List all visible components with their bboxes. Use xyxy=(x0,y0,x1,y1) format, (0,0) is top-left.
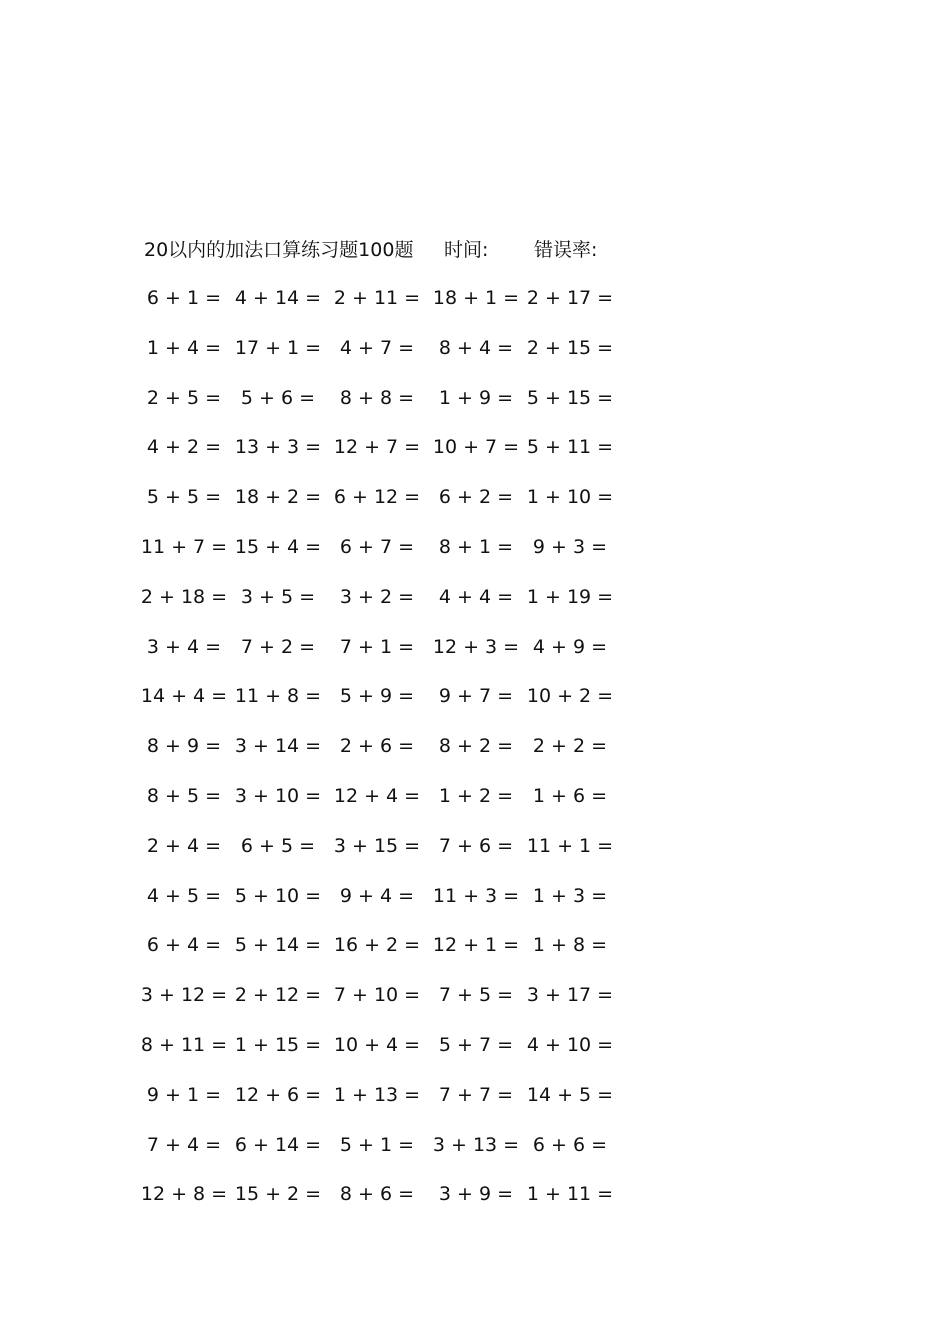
addition-problem: 7 + 6 = xyxy=(438,834,514,857)
worksheet-title: 20以内的加法口算练习题100题 xyxy=(144,239,414,261)
addition-problem: 6 + 5 = xyxy=(240,834,316,857)
addition-problem: 6 + 4 = xyxy=(146,934,222,957)
addition-problem: 15 + 2 = xyxy=(234,1183,322,1206)
addition-problem: 4 + 9 = xyxy=(532,635,608,658)
addition-problem: 10 + 7 = xyxy=(432,436,520,459)
addition-problem: 9 + 4 = xyxy=(339,884,415,907)
addition-problem: 7 + 2 = xyxy=(240,635,316,658)
addition-problem: 12 + 3 = xyxy=(432,635,520,658)
problem-row xyxy=(140,579,640,615)
addition-problem: 4 + 14 = xyxy=(234,287,322,309)
problem-row xyxy=(140,529,640,565)
addition-problem: 4 + 5 = xyxy=(146,884,222,907)
problem-row xyxy=(140,678,640,714)
addition-problem: 7 + 7 = xyxy=(438,1083,514,1106)
addition-problem: 2 + 4 = xyxy=(146,834,222,857)
addition-problem: 2 + 6 = xyxy=(339,735,415,758)
problem-row xyxy=(140,380,640,416)
addition-problem: 18 + 2 = xyxy=(234,486,322,509)
addition-problem: 1 + 9 = xyxy=(438,386,514,409)
addition-problem: 11 + 3 = xyxy=(432,884,520,907)
addition-problem: 2 + 5 = xyxy=(146,386,222,409)
addition-problem: 8 + 11 = xyxy=(140,1034,228,1056)
addition-problem: 15 + 4 = xyxy=(234,536,322,558)
addition-problem: 1 + 2 = xyxy=(438,785,514,807)
addition-problem: 8 + 1 = xyxy=(438,536,514,558)
addition-problem: 5 + 14 = xyxy=(234,934,322,957)
problem-row xyxy=(140,479,640,515)
addition-problem: 3 + 5 = xyxy=(240,585,316,608)
addition-problem: 3 + 14 = xyxy=(234,735,322,758)
addition-problem: 1 + 4 = xyxy=(146,336,222,359)
addition-problem: 1 + 19 = xyxy=(526,585,614,608)
addition-problem: 5 + 1 = xyxy=(339,1133,415,1156)
problem-row xyxy=(140,728,640,764)
addition-problem: 18 + 1 = xyxy=(432,287,520,309)
addition-problem: 12 + 1 = xyxy=(432,934,520,957)
addition-problem: 7 + 5 = xyxy=(438,984,514,1007)
addition-problem: 8 + 4 = xyxy=(438,336,514,359)
addition-problem: 12 + 4 = xyxy=(333,785,421,807)
addition-problem: 9 + 1 = xyxy=(146,1083,222,1106)
addition-problem: 3 + 13 = xyxy=(432,1133,520,1156)
addition-problem: 4 + 7 = xyxy=(339,336,415,359)
addition-problem: 5 + 10 = xyxy=(234,884,322,907)
addition-problem: 9 + 3 = xyxy=(532,536,608,558)
addition-problem: 12 + 7 = xyxy=(333,436,421,459)
problem-row xyxy=(140,330,640,366)
problem-row xyxy=(140,429,640,465)
addition-problem: 6 + 7 = xyxy=(339,536,415,558)
error-rate-label: 错误率: xyxy=(534,239,598,261)
addition-problem: 1 + 11 = xyxy=(526,1183,614,1206)
addition-problem: 14 + 4 = xyxy=(140,685,228,708)
addition-problem: 1 + 10 = xyxy=(526,486,614,509)
addition-problem: 14 + 5 = xyxy=(526,1083,614,1106)
addition-problem: 10 + 2 = xyxy=(526,685,614,708)
addition-problem: 5 + 9 = xyxy=(339,685,415,708)
addition-problem: 3 + 2 = xyxy=(339,585,415,608)
addition-problem: 4 + 4 = xyxy=(438,585,514,608)
problem-row xyxy=(140,927,640,963)
addition-problem: 6 + 1 = xyxy=(146,287,222,309)
addition-problem: 1 + 13 = xyxy=(333,1083,421,1106)
addition-problem: 11 + 1 = xyxy=(526,834,614,857)
addition-problem: 2 + 17 = xyxy=(526,287,614,309)
addition-problem: 3 + 12 = xyxy=(140,984,228,1007)
addition-problem: 7 + 10 = xyxy=(333,984,421,1007)
addition-problem: 5 + 6 = xyxy=(240,386,316,409)
addition-problem: 3 + 9 = xyxy=(438,1183,514,1206)
addition-problem: 6 + 12 = xyxy=(333,486,421,509)
addition-problem: 5 + 7 = xyxy=(438,1034,514,1056)
addition-problem: 3 + 17 = xyxy=(526,984,614,1007)
addition-problem: 5 + 5 = xyxy=(146,486,222,509)
addition-problem: 2 + 18 = xyxy=(140,585,228,608)
addition-problem: 3 + 4 = xyxy=(146,635,222,658)
addition-problem: 3 + 15 = xyxy=(333,834,421,857)
addition-problem: 11 + 8 = xyxy=(234,685,322,708)
addition-problem: 8 + 9 = xyxy=(146,735,222,758)
addition-problem: 12 + 8 = xyxy=(140,1183,228,1206)
addition-problem: 8 + 8 = xyxy=(339,386,415,409)
addition-problem: 8 + 2 = xyxy=(438,735,514,758)
addition-problem: 13 + 3 = xyxy=(234,436,322,459)
addition-problem: 6 + 2 = xyxy=(438,486,514,509)
addition-problem: 4 + 2 = xyxy=(146,436,222,459)
addition-problem: 9 + 7 = xyxy=(438,685,514,708)
addition-problem: 16 + 2 = xyxy=(333,934,421,957)
addition-problem: 8 + 6 = xyxy=(339,1183,415,1206)
addition-problem: 4 + 10 = xyxy=(526,1034,614,1056)
addition-problem: 6 + 6 = xyxy=(532,1133,608,1156)
addition-problem: 5 + 11 = xyxy=(526,436,614,459)
addition-problem: 10 + 4 = xyxy=(333,1034,421,1056)
problem-row xyxy=(140,1077,640,1113)
time-label: 时间: xyxy=(444,239,489,261)
addition-problem: 8 + 5 = xyxy=(146,785,222,807)
problem-row xyxy=(140,778,640,814)
addition-problem: 1 + 6 = xyxy=(532,785,608,807)
addition-problem: 7 + 1 = xyxy=(339,635,415,658)
addition-problem: 2 + 11 = xyxy=(333,287,421,309)
addition-problem: 2 + 2 = xyxy=(532,735,608,758)
problem-row xyxy=(140,280,640,316)
addition-problem: 11 + 7 = xyxy=(140,536,228,558)
addition-problem: 5 + 15 = xyxy=(526,386,614,409)
addition-problem: 7 + 4 = xyxy=(146,1133,222,1156)
addition-problem: 2 + 15 = xyxy=(526,336,614,359)
addition-problem: 1 + 8 = xyxy=(532,934,608,957)
problem-row xyxy=(140,1027,640,1063)
problem-row xyxy=(140,1176,640,1212)
addition-problem: 2 + 12 = xyxy=(234,984,322,1007)
addition-problem: 6 + 14 = xyxy=(234,1133,322,1156)
addition-problem: 3 + 10 = xyxy=(234,785,322,807)
problem-row xyxy=(140,1127,640,1163)
addition-problem: 17 + 1 = xyxy=(234,336,322,359)
addition-problem: 1 + 15 = xyxy=(234,1034,322,1056)
addition-problem: 12 + 6 = xyxy=(234,1083,322,1106)
problem-row xyxy=(140,977,640,1013)
problem-row xyxy=(140,629,640,665)
problem-row xyxy=(140,828,640,864)
problem-row xyxy=(140,878,640,914)
addition-problem: 1 + 3 = xyxy=(532,884,608,907)
